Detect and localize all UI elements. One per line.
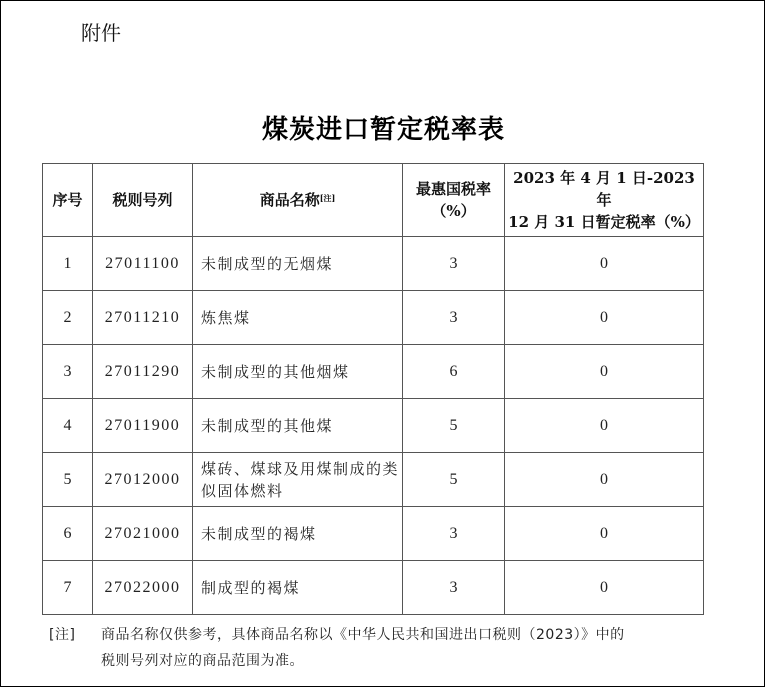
cell-product-name: 未制成型的其他烟煤 bbox=[193, 345, 403, 399]
cell-mfn-rate: 3 bbox=[403, 507, 505, 561]
table-row bbox=[43, 561, 704, 615]
cell-index: 4 bbox=[43, 399, 93, 453]
cell-mfn-rate: 6 bbox=[403, 345, 505, 399]
cell-provisional-rate: 0 bbox=[505, 345, 704, 399]
cell-mfn-rate: 3 bbox=[403, 237, 505, 291]
cell-mfn-rate: 3 bbox=[403, 561, 505, 615]
cell-index: 7 bbox=[43, 561, 93, 615]
table-row bbox=[43, 291, 704, 345]
footnote-tag: [注] bbox=[49, 627, 76, 643]
cell-mfn-rate: 3 bbox=[403, 291, 505, 345]
cell-provisional-rate: 0 bbox=[505, 399, 704, 453]
cell-index: 3 bbox=[43, 345, 93, 399]
header-provisional-rate: 2023 年 4 月 1 日-2023 年 12 月 31 日暂定税率（%） bbox=[505, 164, 704, 237]
cell-provisional-rate: 0 bbox=[505, 291, 704, 345]
cell-provisional-rate: 0 bbox=[505, 453, 704, 507]
cell-index: 5 bbox=[43, 453, 93, 507]
cell-tariff-code: 27012000 bbox=[93, 453, 193, 507]
cell-product-name: 未制成型的其他煤 bbox=[193, 399, 403, 453]
cell-product-name: 未制成型的褐煤 bbox=[193, 507, 403, 561]
cell-tariff-code: 27011290 bbox=[93, 345, 193, 399]
table-row bbox=[43, 507, 704, 561]
cell-provisional-rate: 0 bbox=[505, 237, 704, 291]
header-tariff-code: 税则号列 bbox=[93, 164, 193, 237]
table-row bbox=[43, 399, 704, 453]
footnote-line-1: [注] 商品名称仅供参考，具体商品名称以《中华人民共和国进出口税则（2023）》中的 bbox=[49, 622, 729, 648]
cell-tariff-code: 27011900 bbox=[93, 399, 193, 453]
table-header-row bbox=[43, 164, 704, 237]
cell-mfn-rate: 5 bbox=[403, 453, 505, 507]
cell-product-name: 炼焦煤 bbox=[193, 291, 403, 345]
cell-product-name: 未制成型的无烟煤 bbox=[193, 237, 403, 291]
cell-tariff-code: 27011100 bbox=[93, 237, 193, 291]
cell-mfn-rate: 5 bbox=[403, 399, 505, 453]
cell-product-name: 制成型的褐煤 bbox=[193, 561, 403, 615]
table-row bbox=[43, 453, 704, 507]
cell-product-name: 煤砖、煤球及用煤制成的类似固体燃料 bbox=[193, 453, 403, 507]
header-product-name: 商品名称[注] bbox=[193, 164, 403, 237]
tariff-rate-table bbox=[42, 163, 704, 615]
cell-index: 6 bbox=[43, 507, 93, 561]
footnote-line-2: 税则号列对应的商品范围为准。 bbox=[101, 653, 304, 669]
page-title: 煤炭进口暂定税率表 bbox=[261, 115, 505, 145]
cell-tariff-code: 27011210 bbox=[93, 291, 193, 345]
attachment-label: 附件 bbox=[81, 21, 121, 45]
table-row bbox=[43, 237, 704, 291]
header-index: 序号 bbox=[43, 164, 93, 237]
cell-index: 1 bbox=[43, 237, 93, 291]
cell-provisional-rate: 0 bbox=[505, 561, 704, 615]
cell-index: 2 bbox=[43, 291, 93, 345]
cell-tariff-code: 27022000 bbox=[93, 561, 193, 615]
footnote bbox=[49, 622, 729, 674]
cell-provisional-rate: 0 bbox=[505, 507, 704, 561]
table-row bbox=[43, 345, 704, 399]
cell-tariff-code: 27021000 bbox=[93, 507, 193, 561]
header-mfn-rate: 最惠国税率 （%） bbox=[403, 164, 505, 237]
footnote-marker: [注] bbox=[319, 193, 336, 203]
